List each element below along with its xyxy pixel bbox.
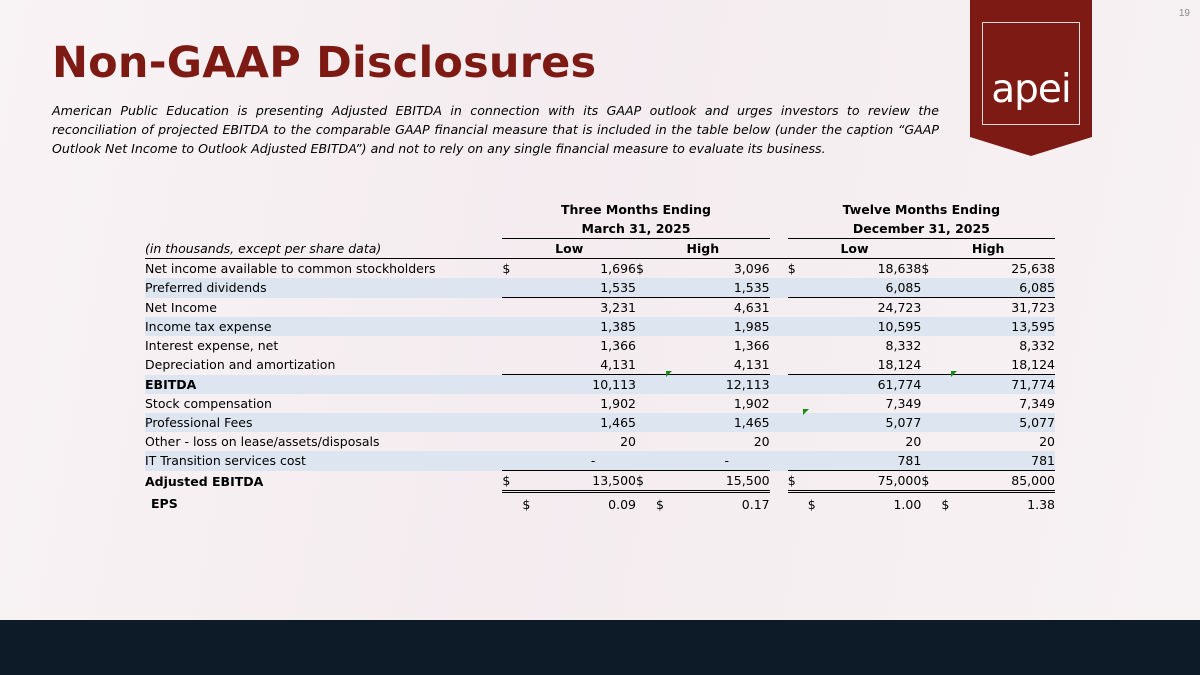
value-q1-high: 1,366 <box>733 338 770 353</box>
currency-symbol: $ <box>656 497 664 512</box>
row-label: Interest expense, net <box>145 338 279 353</box>
logo-text: apei <box>991 67 1071 112</box>
row-label: Income tax expense <box>145 317 502 336</box>
row-label: Other - loss on lease/assets/disposals <box>145 434 380 449</box>
value-fy-high: 71,774 <box>969 375 1055 395</box>
row-label: EPS <box>151 496 178 512</box>
table-row-net-income <box>145 298 1055 318</box>
row-label: IT Transition services cost <box>145 451 502 471</box>
value-q1-high: 1,985 <box>684 317 770 336</box>
intro-paragraph: American Public Education is presenting Adjusted EBITDA in connection with its GAAP outlook and urges investors to review the reconciliation of projected EBITDA to the comparable GAAP financial measure that is included in the table below (under the caption “GAAP Outlook Net Income to Outlook Adjusted EBITDA”) and not to rely on any single financial measure to evaluate its business. <box>52 103 939 156</box>
row-label: Depreciation and amortization <box>145 357 336 373</box>
error-indicator-mark <box>951 371 957 377</box>
value-fy-low: 781 <box>836 451 922 471</box>
value-q1-high: 1,465 <box>684 413 770 432</box>
header-row-3 <box>145 239 1055 259</box>
currency-symbol: $ <box>788 471 836 492</box>
value-fy-low: 7,349 <box>885 396 922 411</box>
value-fy-low: 75,000 <box>836 471 922 492</box>
value-fy-high: 1.38 <box>1027 497 1055 512</box>
col-high-fy: High <box>921 239 1055 259</box>
value-q1-low: 10,113 <box>550 375 636 395</box>
value-fy-high: 13,595 <box>969 317 1055 336</box>
value-fy-high: 8,332 <box>1019 338 1055 353</box>
value-fy-low: 5,077 <box>836 413 922 432</box>
value-fy-high: 25,638 <box>969 259 1055 279</box>
value-fy-high: 31,723 <box>1011 300 1055 315</box>
value-q1-high: 4,631 <box>733 300 770 315</box>
value-q1-high: 20 <box>753 434 770 449</box>
value-q1-high: 3,096 <box>684 259 770 279</box>
value-q1-high: 0.17 <box>741 497 770 512</box>
col-high-q1: High <box>636 239 770 259</box>
row-label: EBITDA <box>145 375 502 395</box>
value-q1-low: 13,500 <box>550 471 636 492</box>
value-q1-low: 20 <box>620 434 637 449</box>
row-label: Stock compensation <box>145 396 272 411</box>
value-fy-low: 8,332 <box>885 338 922 353</box>
row-label: Net Income <box>145 299 217 315</box>
currency-symbol: $ <box>921 259 969 279</box>
table-row-adjusted-ebitda <box>145 471 1055 492</box>
table-row-other-loss <box>145 432 1055 451</box>
row-label: Professional Fees <box>145 413 502 432</box>
currency-symbol: $ <box>502 471 550 492</box>
page-number: 19 <box>1178 8 1190 19</box>
table-row-eps <box>145 492 1055 518</box>
three-months-header: Three Months Ending <box>561 202 712 217</box>
value-fy-low: 18,124 <box>836 355 922 375</box>
currency-symbol: $ <box>636 259 684 279</box>
value-q1-low: 4,131 <box>550 355 636 375</box>
row-label: Net income available to common stockholders <box>145 259 502 279</box>
currency-symbol: $ <box>788 259 836 279</box>
value-q1-high: 4,131 <box>684 355 770 375</box>
value-q1-low: 1,385 <box>550 317 636 336</box>
value-fy-high: 7,349 <box>1019 396 1055 411</box>
value-q1-low: 1,366 <box>600 338 637 353</box>
table-row-stock-compensation <box>145 394 1055 413</box>
ebitda-reconciliation-table <box>145 200 1055 517</box>
value-q1-high: - <box>684 451 770 471</box>
currency-symbol: $ <box>636 471 684 492</box>
value-fy-high: 85,000 <box>969 471 1055 492</box>
row-label: Adjusted EBITDA <box>145 473 264 489</box>
value-q1-low: 3,231 <box>600 300 637 315</box>
value-q1-low: 1,535 <box>550 278 636 298</box>
value-fy-high: 6,085 <box>969 278 1055 298</box>
apei-logo <box>970 0 1092 156</box>
header-row-1 <box>145 200 1055 219</box>
value-fy-low: 61,774 <box>836 375 922 395</box>
units-note: (in thousands, except per share data) <box>145 240 382 256</box>
value-fy-low: 18,638 <box>836 259 922 279</box>
currency-symbol: $ <box>502 259 550 279</box>
value-fy-low: 10,595 <box>836 317 922 336</box>
three-months-date: March 31, 2025 <box>502 219 769 239</box>
currency-symbol: $ <box>522 497 531 512</box>
col-low-fy: Low <box>788 239 922 259</box>
currency-symbol: $ <box>921 471 969 492</box>
table-row-income-tax-expense <box>145 317 1055 336</box>
table-row-ebitda <box>145 375 1055 395</box>
col-low-q1: Low <box>502 239 636 259</box>
header-row-2 <box>145 219 1055 239</box>
twelve-months-date: December 31, 2025 <box>788 219 1055 239</box>
twelve-months-header: Twelve Months Ending <box>842 202 1001 217</box>
value-q1-low: 1,465 <box>550 413 636 432</box>
currency-symbol: $ <box>807 497 816 512</box>
value-fy-high: 781 <box>969 451 1055 471</box>
value-q1-high: 12,113 <box>684 375 770 395</box>
table-row-depreciation <box>145 355 1055 375</box>
currency-symbol: $ <box>941 497 950 512</box>
value-fy-high: 18,124 <box>969 355 1055 375</box>
value-fy-high: 20 <box>1039 434 1055 449</box>
error-indicator-mark <box>666 371 672 377</box>
value-fy-low: 6,085 <box>836 278 922 298</box>
value-fy-low: 1.00 <box>893 497 922 512</box>
value-q1-low: 1,696 <box>550 259 636 279</box>
table-row-interest-expense <box>145 336 1055 355</box>
table-row-professional-fees <box>145 413 1055 432</box>
error-indicator-mark <box>803 409 809 415</box>
value-fy-low: 20 <box>905 434 922 449</box>
value-fy-high: 5,077 <box>969 413 1055 432</box>
value-q1-high: 15,500 <box>684 471 770 492</box>
footer-bar <box>0 620 1200 675</box>
value-q1-low: - <box>550 451 636 471</box>
row-label: Preferred dividends <box>145 278 502 298</box>
value-fy-low: 24,723 <box>877 300 922 315</box>
table-row-preferred-dividends <box>145 278 1055 298</box>
table-row-net-income-available <box>145 259 1055 279</box>
value-q1-low: 1,902 <box>600 396 637 411</box>
page-title: Non-GAAP Disclosures <box>52 38 597 88</box>
value-q1-high: 1,535 <box>684 278 770 298</box>
value-q1-high: 1,902 <box>733 396 770 411</box>
value-q1-low: 0.09 <box>608 497 637 512</box>
table-row-it-transition <box>145 451 1055 471</box>
